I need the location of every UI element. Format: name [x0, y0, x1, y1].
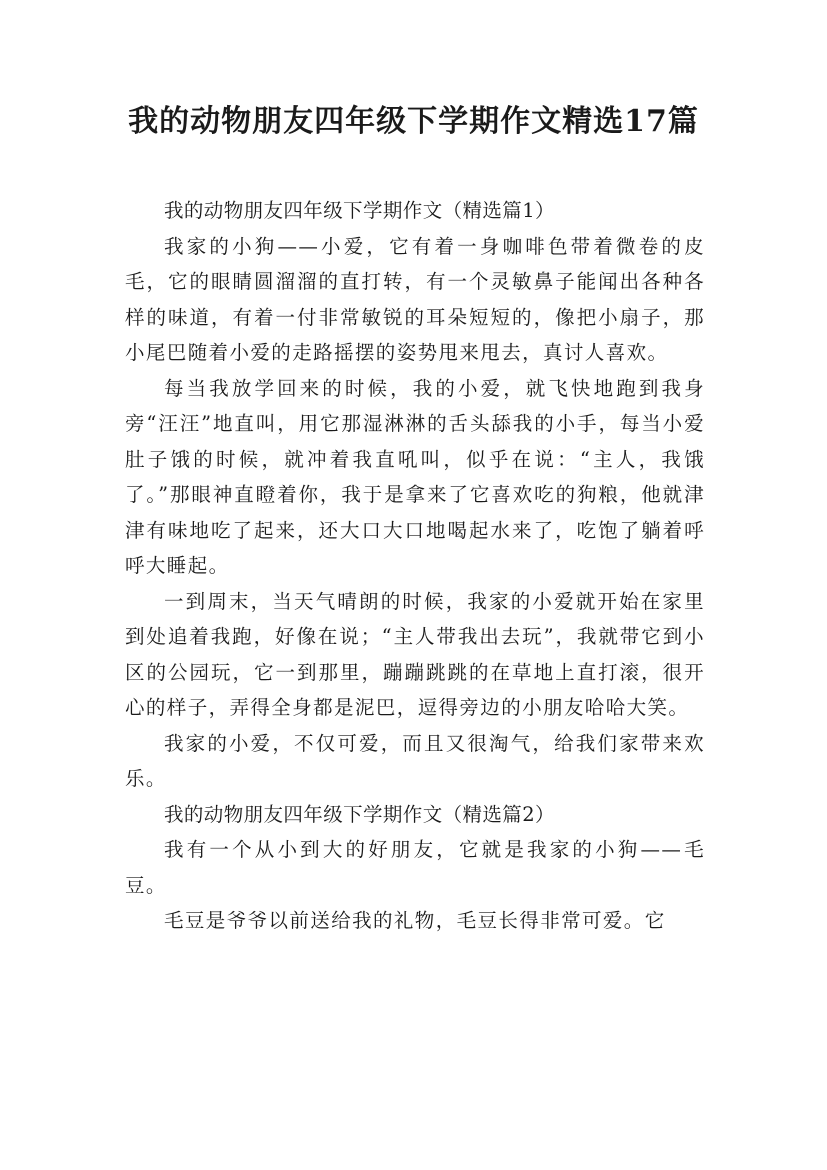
paragraph: 我有一个从小到大的好朋友，它就是我家的小狗——毛豆。: [125, 838, 705, 897]
paragraph: 我家的小爱，不仅可爱，而且又很淘气，给我们家带来欢乐。: [125, 731, 705, 790]
document-body: [125, 193, 705, 939]
section-heading: 我的动物朋友四年级下学期作文（精选篇2）: [164, 802, 555, 826]
paragraph: 我家的小狗——小爱，它有着一身咖啡色带着微卷的皮毛，它的眼睛圆溜溜的直打转，有一个灵敏鼻子能闻出各种各样的味道，有着一付非常敏锐的耳朵短短的，像把小扇子，那小尾巴随着小爱的走路摇摆的姿势甩来甩去，真讨人喜欢。: [125, 234, 705, 364]
paragraph: 一到周末，当天气晴朗的时候，我家的小爱就开始在家里到处追着我跑，好像在说；“主人带我出去玩”，我就带它到小区的公园玩，它一到那里，蹦蹦跳跳的在草地上直打滚，很开心的样子，弄得全身都是泥巴，逗得旁边的小朋友哈哈大笑。: [125, 589, 705, 719]
paragraph: 毛豆是爷爷以前送给我的礼物，毛豆长得非常可爱。它: [164, 909, 666, 932]
section-heading: 我的动物朋友四年级下学期作文（精选篇1）: [164, 199, 555, 222]
paragraph: 每当我放学回来的时候，我的小爱，就飞快地跑到我身旁“汪汪”地直叫，用它那湿淋淋的舌头舔我的小手，每当小爱肚子饿的时候，就冲着我直吼叫，似乎在说：“主人，我饿了。”那眼神直瞪着你，我于是拿来了它喜欢吃的狗粮，他就津津有味地吃了起来，还大口大口地喝起水来了，吃饱了躺着呼呼大睡起。: [125, 376, 705, 577]
document-title: 我的动物朋友四年级下学期作文精选17篇: [128, 104, 699, 139]
